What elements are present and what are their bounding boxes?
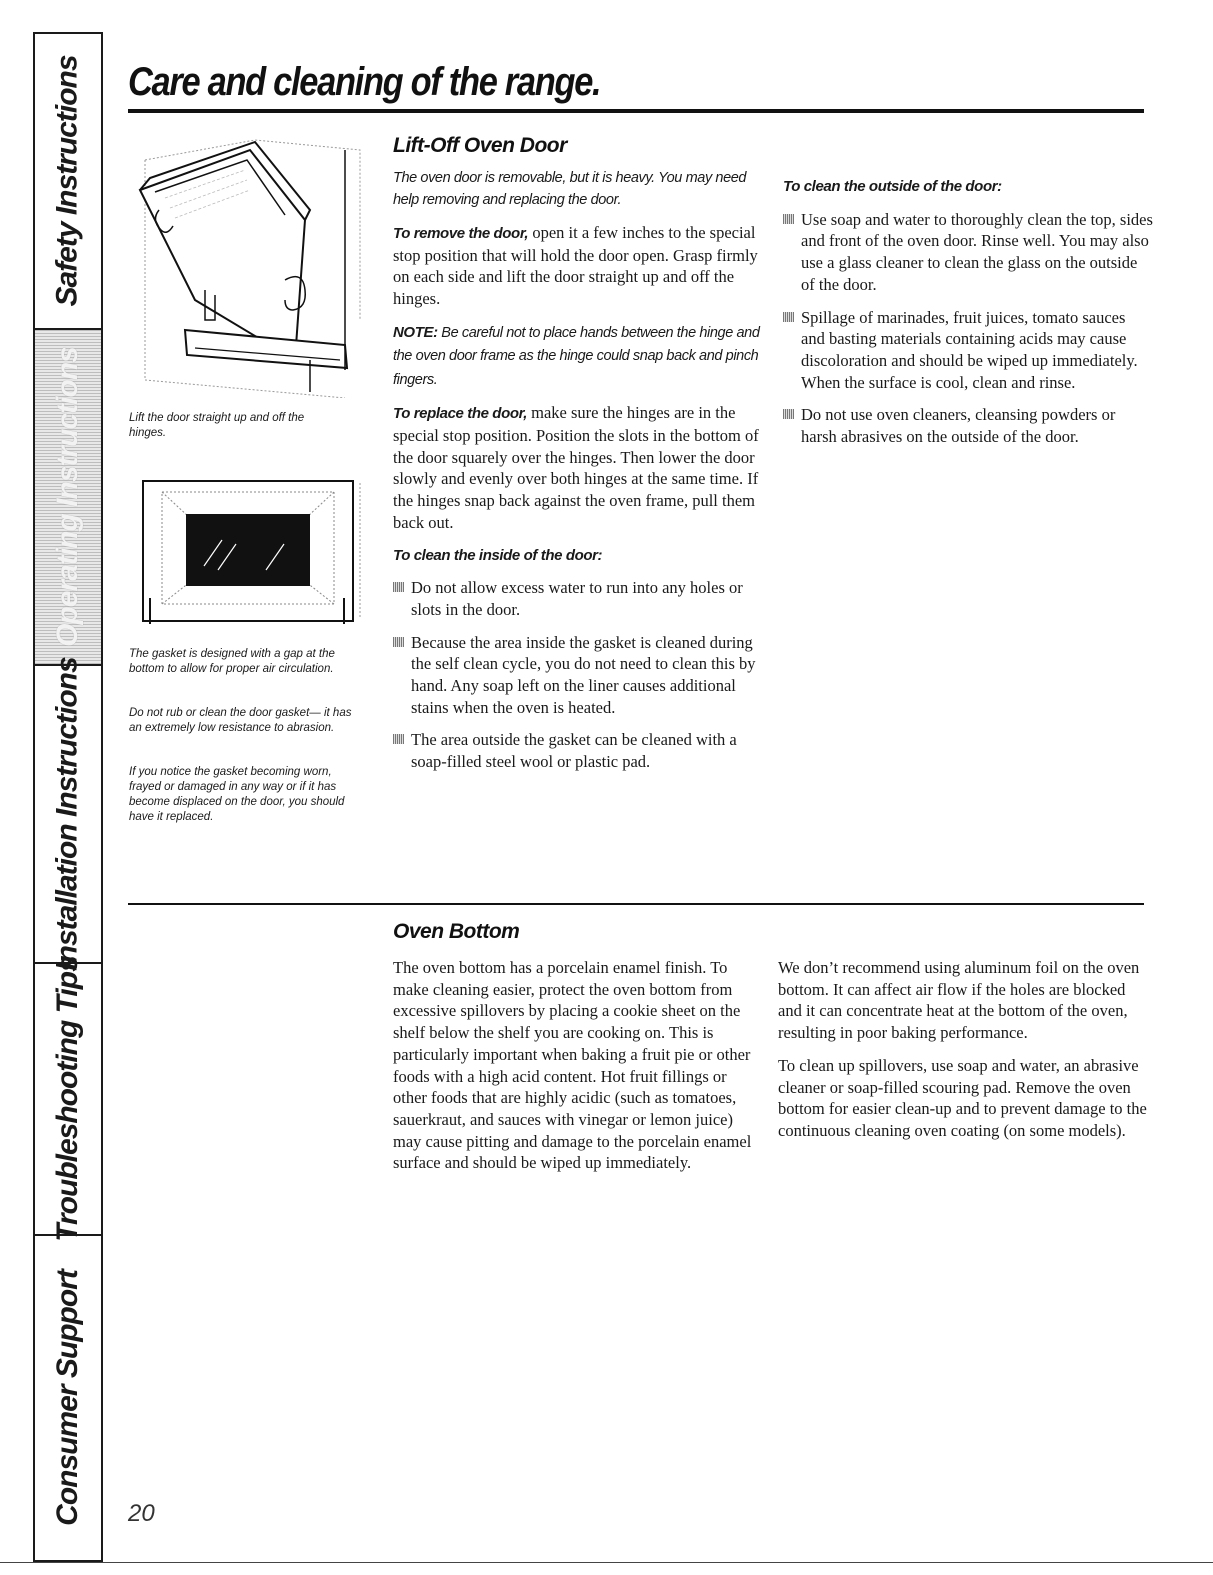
title-divider	[128, 109, 1144, 113]
inside-bullet: Do not allow excess water to run into any holes or slots in the door.	[393, 577, 763, 620]
note-text: Be careful not to place hands between the hinge and the oven door frame as the hinge could snap back and pinch fingers.	[393, 324, 760, 388]
tab-troubleshooting-tips[interactable]	[35, 956, 101, 1242]
page-number: 20	[128, 1500, 155, 1527]
outside-bullet: Do not use oven cleaners, cleansing powders or harsh abrasives on the outside of the door.	[783, 404, 1153, 447]
inside-door-heading: To clean the inside of the door:	[393, 546, 603, 564]
tab-operating-instructions[interactable]	[35, 330, 101, 666]
lift-off-column	[393, 168, 763, 784]
bullet-icon	[393, 582, 404, 592]
outside-bullet: Use soap and water to thoroughly clean the top, sides and front of the oven door. Rinse well. You may also use a glass cleaner to clean the glass on the outside of the door.	[783, 209, 1153, 296]
replace-door-lead: To replace the door,	[393, 405, 527, 423]
bullet-icon	[783, 312, 794, 322]
tab-label: Safety Instructions	[51, 55, 84, 307]
gasket-caption-abrasion: Do not rub or clean the door gasket— it has an extremely low resistance to abrasion.	[129, 707, 352, 734]
bullet-icon	[783, 409, 794, 419]
note-lead: NOTE:	[393, 323, 438, 341]
note-paragraph	[393, 321, 763, 392]
tab-installation-instructions[interactable]	[35, 657, 101, 971]
outside-bullet: Spillage of marinades, fruit juices, tomato sauces and basting materials containing acids may cause discoloration and should be wiped up immediately. When the surface is cool, clean and rinse.	[783, 307, 1153, 394]
outside-door-heading: To clean the outside of the door:	[783, 178, 1002, 195]
oven-bottom-left-text: The oven bottom has a porcelain enamel finish. To make cleaning easier, protect the oven bottom from excessive spillovers by placing a cookie sheet on the shelf below the shelf you are cooking on. This is particularly important when baking a fruit pie or other foods with a high acid content. Hot fruit fillings or other foods that are highly acidic (such as tomatoes, sauerkraut, and sauces with vinegar or lemon juice) may cause pitting and damage to the porcelain enamel surface and should be wiped up immediately.	[393, 958, 752, 1173]
outside-door-column	[783, 176, 1153, 459]
tab-label: Consumer Support	[51, 1270, 85, 1526]
gasket-illustration	[140, 478, 370, 624]
gasket-caption-design: The gasket is designed with a gap at the bottom to allow for proper air circulation.	[129, 648, 335, 675]
door-removal-illustration	[135, 130, 365, 398]
lift-off-intro: The oven door is removable, but it is heavy. You may need help removing and replacing the door.	[393, 170, 747, 208]
gasket-caption-replace: If you notice the gasket becoming worn, frayed or damaged in any way or if it has become displaced on the door, you should have it replaced.	[129, 766, 345, 823]
remove-door-text: open it a few inches to the special stop position that will hold the door open. Grasp firmly on each side and lift the door straight up and off the hinges.	[393, 223, 758, 309]
door-caption: Lift the door straight up and off the hinges.	[129, 412, 305, 439]
oven-bottom-heading: Oven Bottom	[393, 920, 520, 943]
tab-consumer-support[interactable]	[35, 1236, 101, 1560]
bullet-icon	[393, 734, 404, 744]
replace-door-text: make sure the hinges are in the special stop position. Position the slots in the bottom of the door squarely over the hinges. Then lower the door slowly and evenly over both hinges at the same time. If the hinges snap back against the oven frame, pull them back out.	[393, 403, 759, 532]
lift-off-door-heading: Lift-Off Oven Door	[393, 134, 567, 157]
bullet-icon	[783, 214, 794, 224]
oven-bottom-left-column	[393, 957, 763, 1185]
oven-bottom-right-column	[778, 957, 1153, 1153]
remove-door-lead: To remove the door,	[393, 225, 529, 242]
bullet-icon	[393, 637, 404, 647]
tab-label: Troubleshooting Tips	[51, 956, 84, 1242]
oven-bottom-cleanup-text: To clean up spillovers, use soap and water, an abrasive cleaner or soap-filled scouring pad. Remove the oven bottom for easier clean-up and to prevent damage to the continuous cleaning oven coating (on some models).	[778, 1055, 1147, 1140]
side-tab-nav	[33, 32, 103, 1562]
page-title: Care and cleaning of the range.	[128, 60, 601, 104]
replace-door-paragraph	[393, 402, 763, 533]
inside-bullet: Because the area inside the gasket is cleaned during the self clean cycle, you do not need to clean this by hand. Any soap left on the liner causes additional stains when the oven is heated.	[393, 632, 763, 719]
remove-door-paragraph	[393, 222, 763, 310]
tab-label: Operating Instructions	[51, 347, 85, 647]
tab-label: Installation Instructions	[51, 657, 84, 971]
bottom-rule	[0, 1562, 1213, 1563]
tab-safety-instructions[interactable]	[35, 34, 101, 330]
inside-bullet: The area outside the gasket can be cleaned with a soap-filled steel wool or plastic pad.	[393, 729, 763, 772]
section-divider	[128, 903, 1144, 905]
oven-bottom-foil-text: We don’t recommend using aluminum foil on the oven bottom. It can affect air flow if the holes are blocked and it can concentrate heat at the bottom of the oven, resulting in poor baking performance.	[778, 958, 1140, 1043]
